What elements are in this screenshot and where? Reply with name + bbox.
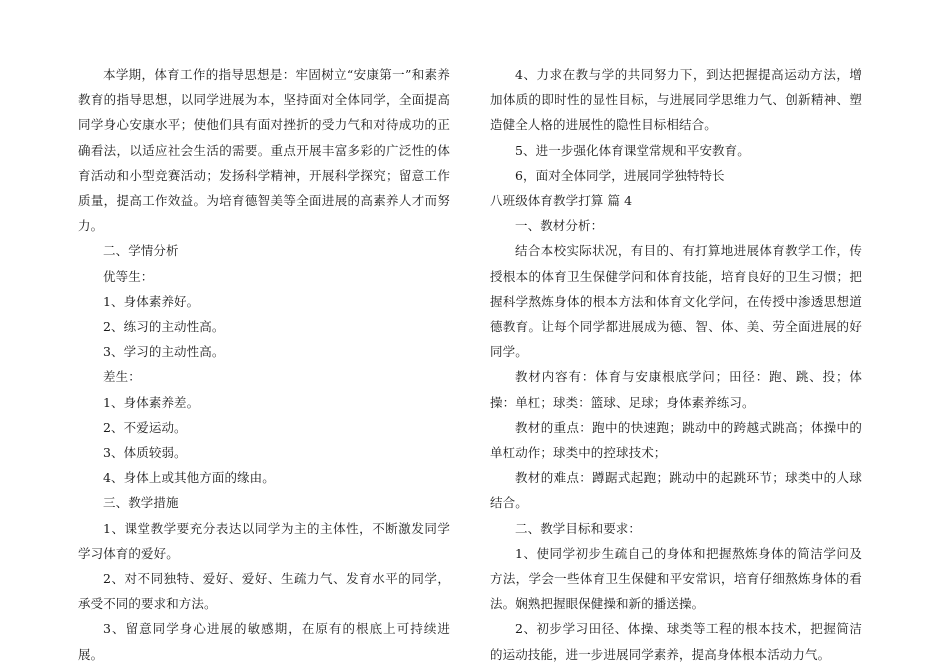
left-column xyxy=(78,62,450,667)
list-item: 1、身体素养好。 xyxy=(103,293,200,309)
measure-paragraph: 5、进一步强化体育课堂常规和平安教育。 xyxy=(515,142,750,158)
right-column xyxy=(490,62,862,667)
list-item: 3、体质较弱。 xyxy=(103,445,187,461)
subheading-top-students: 优等生： xyxy=(103,268,154,284)
list-item: 2、练习的主动性高。 xyxy=(103,319,225,335)
goal-paragraph: 2、初步学习田径、体操、球类等工程的根本技术，把握简洁的运动技能，进一步进展同学素养，提高身体根本活动力气。 xyxy=(490,621,862,662)
material-key-points-paragraph: 教材的重点：跑中的快速跑；跳动中的跨越式跳高；体操中的单杠动作；球类中的控球技术； xyxy=(490,419,862,461)
section-heading-student-analysis: 二、学情分析 xyxy=(103,243,179,259)
measure-paragraph: 4、力求在教与学的共同努力下，到达把握提高运动方法，增加体质的即时性的显性目标，与进展同学思维力气、创新精神、塑造健全人格的进展性的隐性目标相结合。 xyxy=(490,67,862,133)
material-analysis-paragraph: 结合本校实际状况，有目的、有打算地进展体育教学工作，传授根本的体育卫生保健学问和体育技能，培育良好的卫生习惯；把握科学熬炼身体的根本方法和体育文化学问，在传授中渗透思想道德教育。让每个同学都进展成为德、智、体、美、劳全面进展的好同学。 xyxy=(490,243,862,360)
section-heading-goals: 二、教学目标和要求： xyxy=(515,520,642,536)
document-section-title: 八班级体育教学打算 篇 4 xyxy=(490,193,633,209)
subheading-weak-students: 差生： xyxy=(103,369,141,385)
goal-paragraph: 1、使同学初步生疏自己的身体和把握熬炼身体的简洁学问及方法，学会一些体育卫生保健和平安常识，培育仔细熬炼身体的看法。娴熟把握眼保健操和新的播送操。 xyxy=(490,545,862,612)
measure-paragraph: 1、课堂教学要充分表达以同学为主的主体性，不断激发同学学习体育的爱好。 xyxy=(78,520,450,561)
material-difficulties-paragraph: 教材的难点：蹲踞式起跑；跳动中的起跳环节；球类中的人球结合。 xyxy=(490,470,862,511)
section-heading-material-analysis: 一、教材分析： xyxy=(515,218,604,234)
guiding-ideology-paragraph: 本学期，体育工作的指导思想是：牢固树立“安康第一”和素养教育的指导思想，以同学进展为本，坚持面对全体同学，全面提高同学身心安康水平；使他们具有面对挫折的受力气和对待成功的正确看法，以适应社会生活的需要。重点开展丰富多彩的广泛性的体育活动和小型竞赛活动；发扬科学精神，开展科学探究；留意工作质量，提高工作效益。为培育德智美等全面进展的高素养人才而努力。 xyxy=(78,67,450,234)
measure-paragraph: 6，面对全体同学，进展同学独特特长 xyxy=(515,167,725,183)
section-heading-teaching-measures: 三、教学措施 xyxy=(103,495,179,511)
material-content-paragraph: 教材内容有：体育与安康根底学问；田径：跑、跳、投；体操：单杠；球类：篮球、足球；身体素养练习。 xyxy=(490,369,862,410)
list-item: 2、不爱运动。 xyxy=(103,419,187,435)
list-item: 1、身体素养差。 xyxy=(103,394,200,410)
list-item: 3、学习的主动性高。 xyxy=(103,344,225,360)
list-item: 4、身体上或其他方面的缘由。 xyxy=(103,470,275,486)
measure-paragraph: 3、留意同学身心进展的敏感期，在原有的根底上可持续进展。 xyxy=(78,621,450,662)
measure-paragraph: 2、对不同独特、爱好、爱好、生疏力气、发育水平的同学，承受不同的要求和方法。 xyxy=(78,571,450,612)
